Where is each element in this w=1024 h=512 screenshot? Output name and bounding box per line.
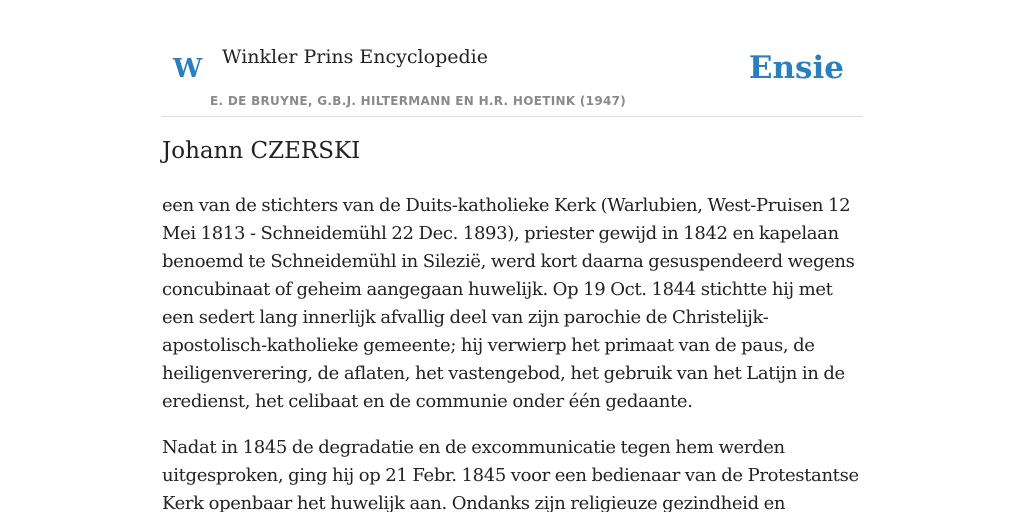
book-title[interactable]: Winkler Prins Encyclopedie	[222, 46, 488, 68]
ensie-logo-link[interactable]: Ensie	[748, 50, 844, 86]
entry-paragraph: een van de stichters van de Duits-katholieke Kerk (Warlubien, West-Pruisen 12 Mei 1813 - Schneidemühl 22 Dec. 1893), priester gewijd in 1842 en kapelaan benoemd te Schneidemühl in Silezië, werd kort daarna gesuspendeerd wegens concubinaat of geheim aangegaan huwelijk. Op 19 Oct. 1844 stichtte hij met een sedert lang innerlijk afvallig deel van zijn parochie de Christelijk-apostolisch-katholieke gemeente; hij verwierp het primaat van de paus, de heiligenverering, de aflaten, het vastengebod, het gebruik van het Latijn in de eredienst, het celibaat en de communie onder één gedaante.	[162, 195, 855, 412]
entry-title: Johann CZERSKI	[162, 138, 361, 164]
entry-body	[162, 192, 864, 512]
header	[162, 30, 862, 117]
winkler-prins-logo[interactable]: W	[173, 54, 203, 84]
entry-paragraph: Nadat in 1845 de degradatie en de excommunicatie tegen hem werden uitgesproken, ging hij op 21 Febr. 1845 voor een bedienaar van de Protestantse Kerk openbaar het huwelijk aan. Ondanks zijn religieuze gezindheid en	[162, 437, 859, 512]
book-authors: E. DE BRUYNE, G.B.J. HILTERMANN EN H.R. HOETINK (1947)	[210, 94, 627, 108]
